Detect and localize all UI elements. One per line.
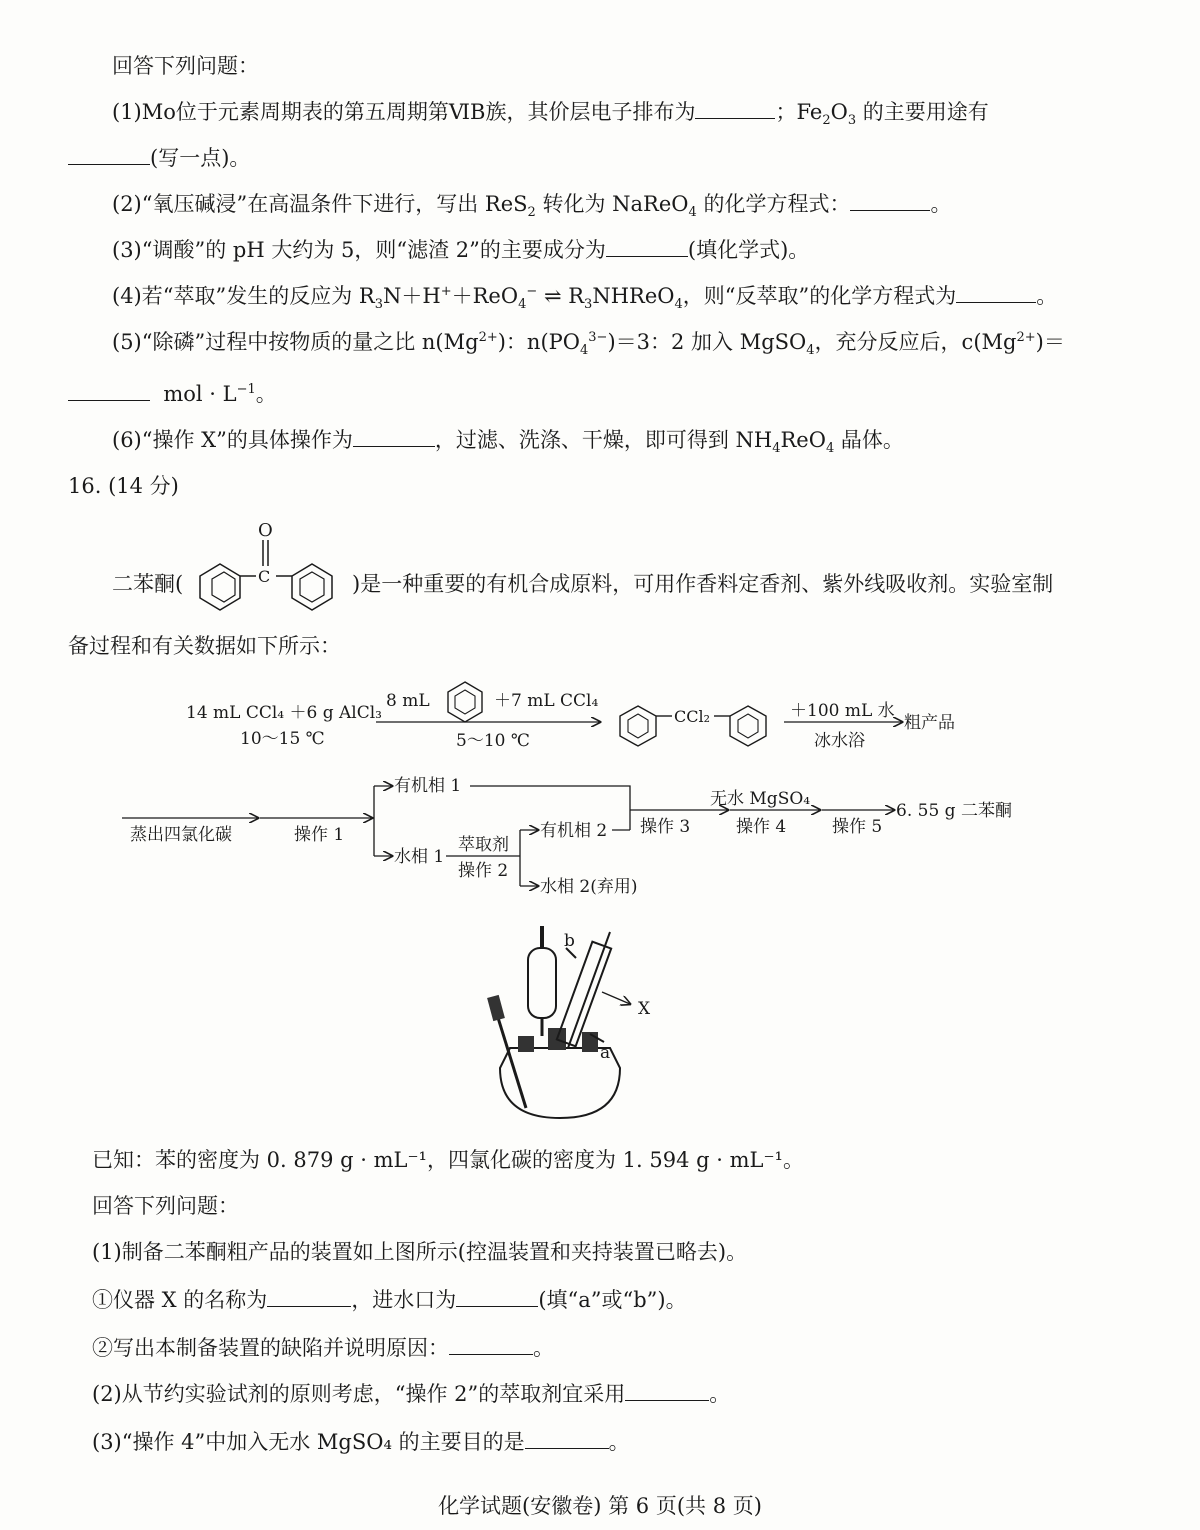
- q1-text-e: (写一点)。: [150, 146, 251, 170]
- s16-q2-end: 。: [709, 1382, 731, 1406]
- organic2-label: 有机相 2: [540, 821, 608, 841]
- q4-blank[interactable]: [956, 284, 1036, 303]
- q5-text-c: )＝3：2 加入 MgSO: [607, 330, 807, 354]
- q5-blank[interactable]: [68, 382, 150, 401]
- s15-q6: [112, 426, 904, 457]
- s16-q2: [92, 1380, 730, 1408]
- q2-text-b: 转化为 NaReO: [535, 192, 689, 216]
- apparatus-figure: [470, 918, 690, 1128]
- s16-q2-text: (2)从节约实验试剂的原则考虑，“操作 2”的萃取剂宜采用: [92, 1382, 626, 1406]
- aqueous2-label: 水相 2(弃用): [540, 877, 638, 897]
- ring-inner-right: [300, 572, 324, 602]
- s16-q1-1: [92, 1286, 687, 1314]
- sup: 3−: [588, 330, 608, 345]
- q4-text-a: (4)若“萃取”发生的反应为 R: [112, 284, 375, 308]
- product-ring-right: [730, 706, 766, 746]
- mgso4-label: 无水 MgSO₄: [710, 789, 811, 809]
- sub: 4: [806, 343, 815, 359]
- q6-text-d: 晶体。: [834, 428, 904, 452]
- flask-neck-left: [518, 1036, 534, 1052]
- sub: 4: [518, 297, 527, 313]
- q1-1-blank-1[interactable]: [267, 1288, 351, 1307]
- product-ring-left-inner: [628, 714, 648, 738]
- dropping-funnel: [528, 948, 556, 1018]
- ring-inner-left: [212, 572, 235, 602]
- s16-q3-blank[interactable]: [525, 1430, 609, 1449]
- q6-text-a: (6)“操作 X”的具体操作为: [112, 428, 353, 452]
- product-ring-left: [620, 706, 656, 746]
- q3-blank[interactable]: [606, 238, 688, 257]
- q5-unit: mol · L: [163, 382, 237, 406]
- s16-q1-2: [92, 1334, 554, 1362]
- s16-intro: 回答下列问题：: [92, 1194, 239, 1218]
- q1-blank-1[interactable]: [695, 100, 775, 119]
- q5-text-e: )＝: [1035, 330, 1065, 354]
- q4-text-b: N＋H: [383, 284, 441, 308]
- q1-2-text: ②写出本制备装置的缺陷并说明原因：: [92, 1336, 449, 1360]
- s15-q4: [112, 282, 1058, 313]
- sup: 2+: [478, 330, 498, 345]
- q4-end: 。: [1036, 284, 1058, 308]
- sub: 3: [847, 113, 857, 129]
- q1-2-end: 。: [533, 1336, 554, 1360]
- carbonyl-o-label: O: [258, 520, 273, 541]
- q6-text-c: ReO: [780, 428, 826, 452]
- aqueous1-label: 水相 1: [394, 847, 445, 867]
- q4-text-f: ，则“反萃取”的化学方程式为: [682, 284, 957, 308]
- q1-text: (1)Mo位于元素周期表的第五周期第ⅥB族，其价层电子排布为: [112, 100, 696, 124]
- benzophenone-structure: [190, 516, 350, 616]
- reagent-ccl4: ＋7 mL CCl₄: [494, 691, 599, 711]
- sup: 2+: [1016, 330, 1036, 345]
- s16-benzophenone-post: )是一种重要的有机合成原料，可用作香料定香剂、紫外线吸收剂。实验室制: [352, 572, 1054, 596]
- q4-text-c: ＋ReO: [451, 284, 519, 308]
- q2-blank[interactable]: [850, 192, 930, 211]
- sub: 3: [374, 297, 383, 313]
- sub: 4: [674, 297, 683, 313]
- q1-1-blank-2[interactable]: [456, 1288, 538, 1307]
- benzene-reagent-inner: [455, 690, 475, 714]
- s15-intro: 回答下列问题：: [112, 54, 259, 78]
- water-add: ＋100 mL 水: [790, 701, 895, 721]
- q1-1-text-c: (填“a”或“b”)。: [538, 1288, 687, 1312]
- q5-end: 。: [255, 382, 277, 406]
- distill-label: 蒸出四氯化碳: [130, 825, 232, 845]
- sub: 2: [527, 205, 536, 221]
- label-a: a: [600, 1043, 611, 1063]
- q4-text-e: NHReO: [592, 284, 675, 308]
- q4-text-d: ⇌ R: [537, 284, 585, 308]
- page-footer: 化学试题(安徽卷) 第 6 页(共 8 页): [438, 1494, 762, 1518]
- q5-text-a: (5)“除磷”过程中按物质的量之比 n(Mg: [112, 330, 479, 354]
- product-ring-right-inner: [738, 714, 758, 738]
- q1-blank-2[interactable]: [68, 146, 150, 165]
- carbonyl-c-label: C: [258, 567, 271, 586]
- thermometer-tube: [495, 1008, 526, 1108]
- sub: 4: [580, 343, 589, 359]
- q2-end: 。: [930, 192, 952, 216]
- s16-q3: [92, 1428, 630, 1456]
- s15-q1-cont: [68, 144, 250, 172]
- s16-header: 16. (14 分): [68, 474, 179, 498]
- label-b: b: [564, 931, 575, 951]
- ccl2-label: CCl₂: [674, 707, 711, 726]
- temp2: 5～10 ℃: [456, 731, 530, 751]
- q1-text-c: O: [830, 100, 848, 124]
- s15-q3: [112, 236, 809, 264]
- sub: 4: [772, 441, 781, 457]
- label-x: X: [638, 999, 651, 1019]
- sub: 4: [688, 205, 697, 221]
- q6-blank[interactable]: [353, 428, 435, 447]
- q3-text-b: (填化学式)。: [687, 238, 810, 262]
- q1-text-d: 的主要用途有: [856, 100, 989, 124]
- q2-text-a: (2)“氧压碱浸”在高温条件下进行，写出 ReS: [112, 192, 528, 216]
- ice-bath: 冰水浴: [814, 731, 865, 751]
- product-label: 6. 55 g 二苯酮: [896, 801, 1012, 821]
- q1-2-blank[interactable]: [449, 1336, 533, 1355]
- s15-q5: [112, 328, 1065, 359]
- s16-benzophenone-pre: 二苯酮(: [112, 572, 184, 596]
- q5-text-d: ，充分反应后，c(Mg: [814, 330, 1017, 354]
- crude-product: 粗产品: [904, 713, 955, 733]
- sub: 4: [825, 441, 835, 457]
- s15-q2: [112, 190, 952, 221]
- sup: −1: [236, 382, 256, 397]
- op5-label: 操作 5: [832, 817, 883, 837]
- s15-q5-cont: [68, 380, 277, 408]
- extractant-label: 萃取剂: [458, 835, 509, 855]
- op4-label: 操作 4: [736, 817, 787, 837]
- prep-flow-diagram: [100, 670, 1100, 910]
- s16-q2-blank[interactable]: [625, 1382, 709, 1401]
- temp1: 10～15 ℃: [240, 729, 325, 749]
- q3-text-a: (3)“调酸”的 pH 大约为 5，则“滤渣 2”的主要成分为: [112, 238, 606, 262]
- sup: +: [440, 284, 452, 299]
- reagent-amount: 8 mL: [386, 691, 430, 711]
- benzene-ring-right: [292, 564, 332, 610]
- s15-q1: [112, 98, 989, 129]
- q6-text-b: ，过滤、洗涤、干燥，即可得到 NH: [434, 428, 773, 452]
- reactant1: 14 mL CCl₄ ＋6 g AlCl₃: [186, 703, 382, 723]
- s16-q1: (1)制备二苯酮粗产品的装置如上图所示(控温装置和夹持装置已略去)。: [92, 1240, 748, 1264]
- op3-label: 操作 3: [640, 817, 691, 837]
- benzene-reagent-icon: [448, 682, 482, 722]
- stopper: [487, 995, 505, 1021]
- organic1-label: 有机相 1: [394, 776, 462, 796]
- sub: 2: [822, 113, 831, 129]
- sub: 3: [584, 297, 593, 313]
- op2-label: 操作 2: [458, 861, 509, 881]
- op1-label: 操作 1: [294, 825, 345, 845]
- benzene-ring-left: [200, 564, 240, 610]
- s16-line2: 备过程和有关数据如下所示：: [68, 634, 341, 658]
- q2-text-c: 的化学方程式：: [696, 192, 851, 216]
- s16-known: 已知：苯的密度为 0. 879 g · mL⁻¹，四氯化碳的密度为 1. 594 g · mL⁻¹。: [92, 1148, 804, 1172]
- q1-text-b: ；Fe: [775, 100, 823, 124]
- sup: −: [526, 284, 538, 299]
- s16-q3-end: 。: [608, 1430, 630, 1454]
- q1-1-text-a: ①仪器 X 的名称为: [92, 1288, 268, 1312]
- q5-text-b: )：n(PO: [497, 330, 580, 354]
- q1-1-text-b: ，进水口为: [351, 1288, 457, 1312]
- s16-q3-text: (3)“操作 4”中加入无水 MgSO₄ 的主要目的是: [92, 1430, 525, 1454]
- pointer-x: [602, 992, 630, 1004]
